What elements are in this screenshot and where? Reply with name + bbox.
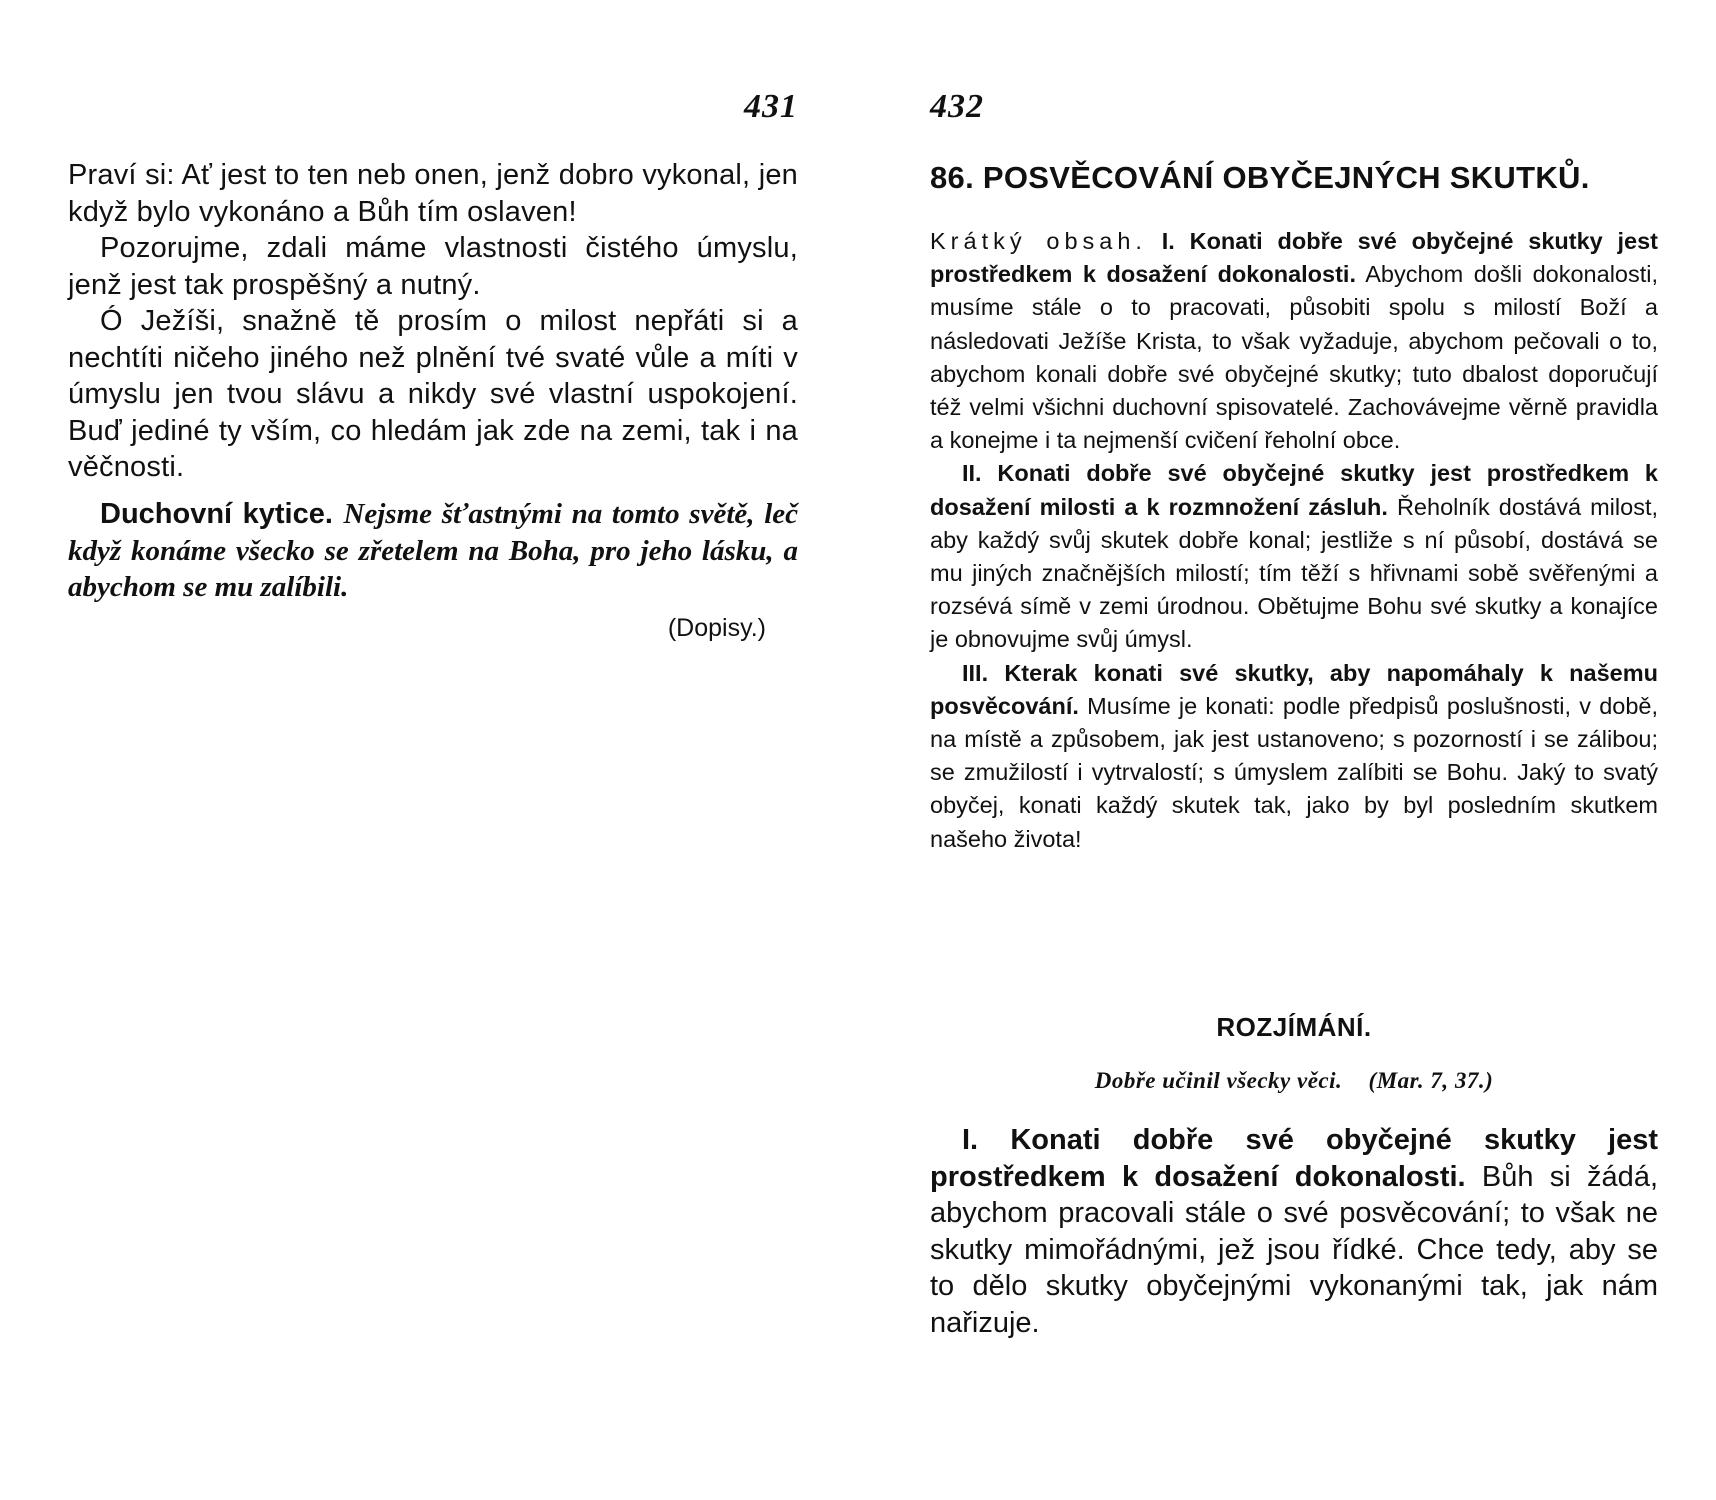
prayer-paragraph: Ó Ježíši, snažně tě prosím o milost nepřáti si a nechtíti ničeho jiného než plnění tvé svaté vůle a míti v úmyslu jen tvou slávu a nikdy své vlastní uspokojení. Buď jediné ty vším, co hledám jak zde na zemi, tak i na věčnosti.: [68, 305, 798, 483]
scripture-quote: [930, 1068, 1658, 1094]
bouquet-text: Nejsme šťastnými na tomto světě, leč když konáme všecko se zřetelem na Boha, pro jeho lásku, a abychom se mu zalíbili.: [68, 498, 798, 603]
summary-num-2: II.: [962, 460, 982, 487]
left-body-text: [68, 157, 798, 486]
chapter-title: 86. POSVĚCOVÁNÍ OBYČEJNÝCH SKUTKŮ.: [930, 160, 1590, 195]
summary-heading-3: Kterak konati své skutky, aby napomáhaly k našemu posvěcování.: [930, 659, 1658, 719]
paragraph-2: Pozorujme, zdali máme vlastnosti čistého úmyslu, jenž jest tak prospěšný a nutný.: [68, 232, 798, 301]
point-heading: Konati dobře své obyčejné skutky jest prostředkem k dosažení dokonalosti.: [930, 1124, 1659, 1193]
summary-text-1: Abychom došli dokonalosti, musíme stále o to pracovati, působiti spolu s milostí Boží a následovati Ježíše Krista, to však vyžaduje, abychom pečovali o to, abychom konali dobře své obyčejné skutky; tuto dbalost doporučují též velmi všichni duchovní spisovatelé. Zachovávejme věrně pravidla a konejme i ta nejmenší cvičení řeholní obce.: [930, 261, 1659, 454]
summary-item-3: [930, 657, 1658, 856]
summary-heading-1: Konati dobře své obyčejné skutky jest prostředkem k dosažení dokonalosti.: [930, 228, 1658, 288]
summary-heading-2: Konati dobře své obyčejné skutky jest prostředkem k dosažení milosti a k rozmnožení zásluh.: [930, 460, 1659, 520]
page-number-right: 432: [930, 88, 984, 125]
bouquet-label: Duchovní kytice.: [100, 498, 333, 530]
summary-text-3: Musíme je konati: podle předpisů poslušnosti, v době, na místě a způsobem, jak jest ustanoveno; s pozorností i se zálibou; se zmužilostí i vytrvalostí; s úmyslem zalíbiti se Bohu. Jaký to svatý obyčej, konati každý skutek tak, jako by byl posledním skutkem našeho života!: [930, 692, 1658, 852]
summary-label: Krátký obsah.: [930, 228, 1147, 254]
summary-item-1: [930, 225, 1658, 457]
summary-num-3: III.: [962, 659, 989, 686]
meditation-title: ROZJÍMÁNÍ.: [1216, 1012, 1372, 1042]
paragraph-1: Praví si: Ať jest to ten neb onen, jenž dobro vykonal, jen když bylo vykonáno a Bůh tím oslaven!: [68, 159, 798, 228]
point-text: Bůh si žádá, abychom pracovali stále o své posvěcování; to však ne skutky mimořádnými, jež jsou řídké. Chce tedy, aby se to dělo skutky obyčejnými vykonanými tak, jak nám nařizuje.: [930, 1160, 1659, 1339]
summary-num-1: I.: [1161, 228, 1175, 254]
page-number-left: 431: [744, 88, 798, 125]
summary-text-2: Řeholník dostává milost, aby každý svůj skutek dobře konal; jestliže s ní působí, dostává se mu jiných značnějších milostí; tím těží s hřivnami sobě svěřenými a rozsévá símě v zemi úrodnou. Obětujme Bohu své skutky a konajíce je obnovujme svůj úmysl.: [930, 493, 1659, 653]
spiritual-bouquet: [68, 496, 798, 606]
source-citation: (Dopisy.): [667, 614, 766, 642]
point-number: I.: [962, 1124, 979, 1156]
meditation-point-1: [930, 1122, 1658, 1341]
quote-text: Dobře učinil všecky věci.: [1094, 1068, 1343, 1093]
quote-reference: (Mar. 7, 37.): [1368, 1068, 1494, 1093]
summary-section: [930, 225, 1658, 856]
summary-item-2: [930, 457, 1658, 656]
